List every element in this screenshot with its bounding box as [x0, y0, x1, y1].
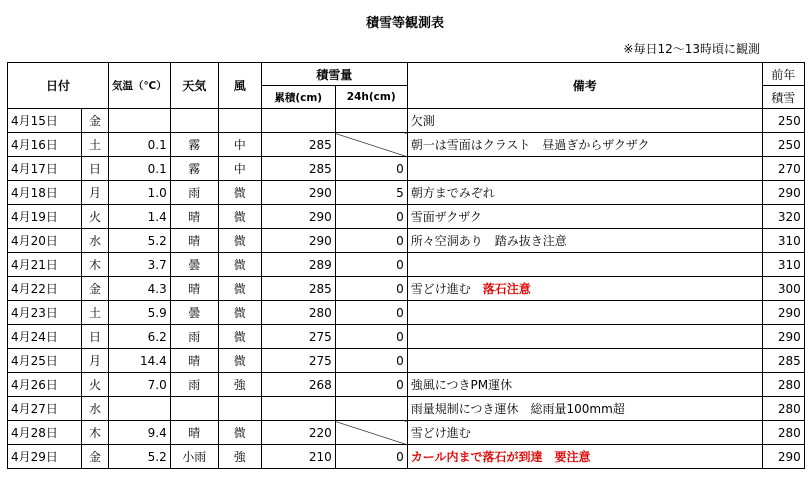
cell-date: 4月21日 [8, 253, 82, 277]
cell-dow: 月 [82, 349, 109, 373]
cell-date: 4月19日 [8, 205, 82, 229]
cell-dow: 金 [82, 445, 109, 469]
cell-dow: 金 [82, 109, 109, 133]
cell-remark [407, 397, 762, 421]
cell-24h: 0 [335, 205, 407, 229]
cell-remark [407, 205, 762, 229]
cell-prev-year: 290 [762, 301, 804, 325]
cell-date: 4月20日 [8, 229, 82, 253]
cell-weather [170, 109, 218, 133]
remark-text: 強風につきPM運休 [410, 378, 513, 392]
cell-24h: 0 [335, 253, 407, 277]
cell-total: 285 [261, 133, 335, 157]
cell-dow: 土 [82, 301, 109, 325]
table-row [8, 325, 805, 349]
cell-dow: 日 [82, 325, 109, 349]
cell-dow: 木 [82, 253, 109, 277]
cell-wind: 微 [218, 181, 261, 205]
cell-dow: 日 [82, 157, 109, 181]
cell-wind: 微 [218, 301, 261, 325]
cell-remark [407, 349, 762, 373]
cell-date: 4月15日 [8, 109, 82, 133]
table-row [8, 301, 805, 325]
cell-total [261, 397, 335, 421]
cell-temp: 0.1 [109, 157, 171, 181]
table-row [8, 181, 805, 205]
cell-weather: 霧 [170, 133, 218, 157]
cell-remark [407, 325, 762, 349]
cell-date: 4月28日 [8, 421, 82, 445]
cell-24h [335, 421, 407, 445]
cell-24h: 0 [335, 277, 407, 301]
cell-temp: 4.3 [109, 277, 171, 301]
table-row [8, 421, 805, 445]
cell-total: 290 [261, 229, 335, 253]
cell-date: 4月18日 [8, 181, 82, 205]
cell-temp: 6.2 [109, 325, 171, 349]
table-row [8, 229, 805, 253]
remark-warning: カール内まで落石が到達 要注意 [410, 450, 591, 464]
cell-total: 220 [261, 421, 335, 445]
remark-warning: 落石注意 [482, 282, 531, 296]
remark-text: 雨量規制につき運休 総雨量100mm超 [410, 402, 625, 416]
cell-prev-year: 280 [762, 373, 804, 397]
cell-prev-year: 290 [762, 181, 804, 205]
cell-dow: 木 [82, 421, 109, 445]
header-weather: 天気 [170, 63, 218, 109]
table-row [8, 397, 805, 421]
table-row [8, 445, 805, 469]
cell-dow: 火 [82, 373, 109, 397]
header-snow-total: 累積(cm) [261, 86, 335, 109]
cell-total: 268 [261, 373, 335, 397]
table-row [8, 373, 805, 397]
cell-remark [407, 421, 762, 445]
cell-weather: 晴 [170, 277, 218, 301]
cell-24h: 0 [335, 157, 407, 181]
cell-total: 289 [261, 253, 335, 277]
cell-24h: 0 [335, 373, 407, 397]
cell-temp: 5.9 [109, 301, 171, 325]
cell-weather: 雨 [170, 181, 218, 205]
cell-weather: 晴 [170, 349, 218, 373]
cell-wind: 微 [218, 349, 261, 373]
cell-weather: 小雨 [170, 445, 218, 469]
header-snow-24h: 24h(cm) [335, 86, 407, 109]
cell-wind: 強 [218, 373, 261, 397]
cell-date: 4月22日 [8, 277, 82, 301]
cell-weather: 雨 [170, 373, 218, 397]
cell-temp: 1.4 [109, 205, 171, 229]
cell-remark [407, 133, 762, 157]
cell-temp: 0.1 [109, 133, 171, 157]
cell-prev-year: 290 [762, 325, 804, 349]
header-remarks: 備考 [407, 63, 762, 109]
cell-remark [407, 301, 762, 325]
cell-dow: 水 [82, 229, 109, 253]
cell-total: 280 [261, 301, 335, 325]
cell-weather [170, 397, 218, 421]
cell-24h: 0 [335, 445, 407, 469]
cell-temp: 9.4 [109, 421, 171, 445]
cell-total [261, 109, 335, 133]
cell-date: 4月16日 [8, 133, 82, 157]
cell-prev-year: 320 [762, 205, 804, 229]
cell-24h [335, 397, 407, 421]
header-wind: 風 [218, 63, 261, 109]
cell-total: 275 [261, 325, 335, 349]
cell-date: 4月27日 [8, 397, 82, 421]
cell-24h [335, 133, 407, 157]
snow-observation-table [7, 62, 805, 469]
cell-wind: 微 [218, 421, 261, 445]
cell-24h: 0 [335, 325, 407, 349]
cell-date: 4月26日 [8, 373, 82, 397]
header-temp: 気温（℃） [109, 63, 171, 109]
cell-remark [407, 181, 762, 205]
cell-wind: 微 [218, 325, 261, 349]
cell-24h: 0 [335, 229, 407, 253]
cell-date: 4月25日 [8, 349, 82, 373]
table-row [8, 133, 805, 157]
header-prev-year-2: 積雪 [762, 86, 804, 109]
cell-total: 290 [261, 181, 335, 205]
cell-temp: 5.2 [109, 445, 171, 469]
cell-weather: 曇 [170, 253, 218, 277]
cell-remark [407, 229, 762, 253]
cell-weather: 曇 [170, 301, 218, 325]
cell-weather: 雨 [170, 325, 218, 349]
cell-total: 290 [261, 205, 335, 229]
cell-24h: 0 [335, 301, 407, 325]
cell-wind [218, 397, 261, 421]
cell-wind: 微 [218, 229, 261, 253]
cell-dow: 火 [82, 205, 109, 229]
cell-weather: 晴 [170, 205, 218, 229]
cell-temp: 14.4 [109, 349, 171, 373]
cell-remark [407, 277, 762, 301]
cell-wind: 微 [218, 253, 261, 277]
cell-24h: 0 [335, 349, 407, 373]
page-title: 積雪等観測表 [365, 16, 444, 31]
table-row [8, 109, 805, 133]
cell-dow: 土 [82, 133, 109, 157]
cell-total: 285 [261, 157, 335, 181]
cell-dow: 水 [82, 397, 109, 421]
remark-text: 雪どけ進む [410, 282, 483, 296]
table-row [8, 349, 805, 373]
cell-temp [109, 109, 171, 133]
remark-text: 雪面ザクザク [410, 210, 482, 224]
cell-temp: 3.7 [109, 253, 171, 277]
cell-weather: 霧 [170, 157, 218, 181]
table-row [8, 277, 805, 301]
cell-dow: 金 [82, 277, 109, 301]
cell-wind: 微 [218, 277, 261, 301]
cell-dow: 月 [82, 181, 109, 205]
cell-remark [407, 157, 762, 181]
cell-wind: 微 [218, 205, 261, 229]
cell-wind: 中 [218, 157, 261, 181]
remark-text: 朝一は雪面はクラスト 昼過ぎからザクザク [410, 138, 650, 152]
header-date: 日付 [8, 63, 109, 109]
cell-total: 210 [261, 445, 335, 469]
table-row [8, 205, 805, 229]
remark-text: 朝方までみぞれ [410, 186, 495, 200]
cell-total: 275 [261, 349, 335, 373]
cell-prev-year: 250 [762, 133, 804, 157]
observation-note: ※毎日12〜13時頃に観測 [623, 42, 760, 56]
cell-remark [407, 445, 762, 469]
cell-date: 4月29日 [8, 445, 82, 469]
header-prev-year-1: 前年 [762, 63, 804, 86]
cell-prev-year: 280 [762, 397, 804, 421]
cell-temp [109, 397, 171, 421]
cell-date: 4月17日 [8, 157, 82, 181]
table-row [8, 157, 805, 181]
cell-prev-year: 250 [762, 109, 804, 133]
cell-date: 4月23日 [8, 301, 82, 325]
cell-remark [407, 253, 762, 277]
cell-prev-year: 310 [762, 253, 804, 277]
cell-wind: 強 [218, 445, 261, 469]
cell-total: 285 [261, 277, 335, 301]
cell-weather: 晴 [170, 229, 218, 253]
cell-24h [335, 109, 407, 133]
remark-text: 欠測 [410, 114, 435, 128]
header-snow: 積雪量 [261, 63, 407, 86]
cell-temp: 5.2 [109, 229, 171, 253]
cell-prev-year: 300 [762, 277, 804, 301]
cell-prev-year: 280 [762, 421, 804, 445]
cell-date: 4月24日 [8, 325, 82, 349]
cell-weather: 晴 [170, 421, 218, 445]
cell-temp: 7.0 [109, 373, 171, 397]
cell-prev-year: 310 [762, 229, 804, 253]
cell-prev-year: 285 [762, 349, 804, 373]
table-row [8, 253, 805, 277]
remark-text: 所々空洞あり 踏み抜き注意 [410, 234, 567, 248]
cell-prev-year: 270 [762, 157, 804, 181]
cell-prev-year: 290 [762, 445, 804, 469]
cell-wind: 中 [218, 133, 261, 157]
cell-temp: 1.0 [109, 181, 171, 205]
cell-remark [407, 109, 762, 133]
remark-text: 雪どけ進む [410, 426, 471, 440]
cell-wind [218, 109, 261, 133]
cell-24h: 5 [335, 181, 407, 205]
cell-remark [407, 373, 762, 397]
